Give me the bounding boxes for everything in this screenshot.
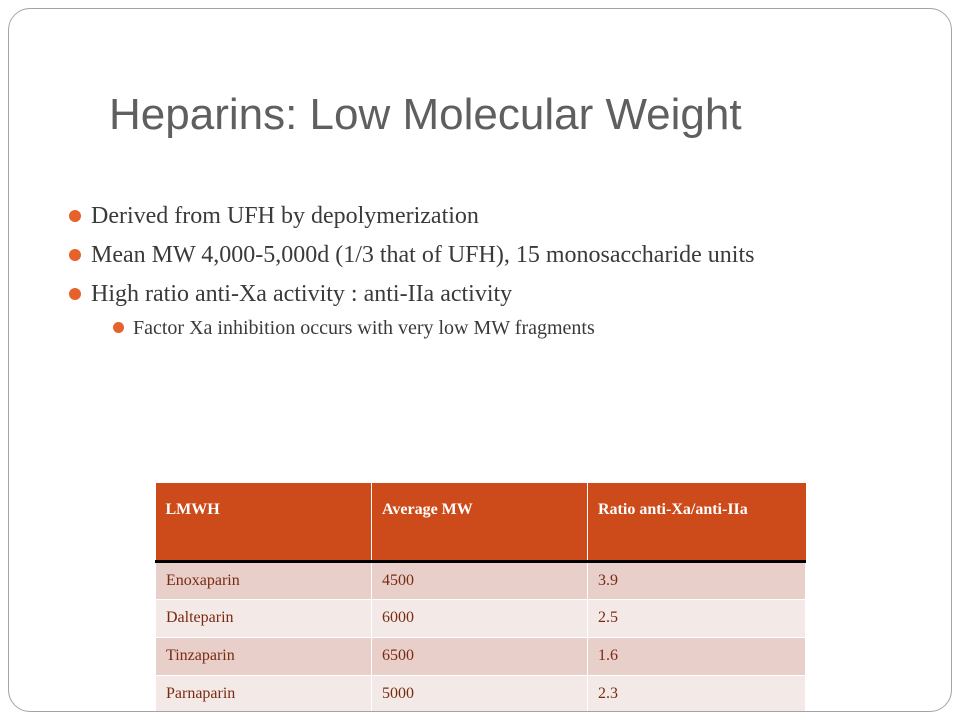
table-cell: 6500: [372, 637, 588, 675]
table-cell: Dalteparin: [156, 599, 372, 637]
bullet-text: Derived from UFH by depolymerization: [91, 203, 479, 229]
bullet-text: Mean MW 4,000-5,000d (1/3 that of UFH), 15 monosaccharide units: [91, 242, 755, 268]
sub-bullet-item: [113, 315, 909, 341]
table-cell: 2.3: [588, 675, 806, 712]
bullet-item: [69, 201, 909, 231]
lmwh-table: [155, 483, 806, 712]
bullet-list: [69, 201, 909, 341]
table-cell: 2.5: [588, 599, 806, 637]
table-cell: 6000: [372, 599, 588, 637]
table-cell: 4500: [372, 561, 588, 599]
slide-title: Heparins: Low Molecular Weight: [109, 90, 742, 139]
bullet-text: High ratio anti-Xa activity : anti-IIa activity: [91, 281, 513, 307]
bullet-dot-icon: [69, 210, 81, 222]
column-header-ratio: Ratio anti-Xa/anti-IIa: [588, 483, 806, 561]
slide: [8, 8, 952, 712]
bullet-dot-icon: [69, 288, 81, 300]
bullet-dot-icon: [113, 322, 124, 333]
table-row: [156, 675, 806, 712]
table-row: [156, 561, 806, 599]
table-row: [156, 599, 806, 637]
table-cell: Tinzaparin: [156, 637, 372, 675]
table-row: [156, 637, 806, 675]
column-header-average-mw: Average MW: [372, 483, 588, 561]
bullet-item: [69, 240, 909, 270]
bullet-text: Factor Xa inhibition occurs with very low MW fragments: [133, 317, 595, 339]
table-cell: Parnaparin: [156, 675, 372, 712]
bullet-item: [69, 279, 909, 309]
bullet-dot-icon: [69, 249, 81, 261]
column-header-lmwh: LMWH: [156, 483, 372, 561]
table-header-row: [156, 483, 806, 561]
table-cell: Enoxaparin: [156, 561, 372, 599]
table-cell: 3.9: [588, 561, 806, 599]
table-cell: 5000: [372, 675, 588, 712]
table-cell: 1.6: [588, 637, 806, 675]
